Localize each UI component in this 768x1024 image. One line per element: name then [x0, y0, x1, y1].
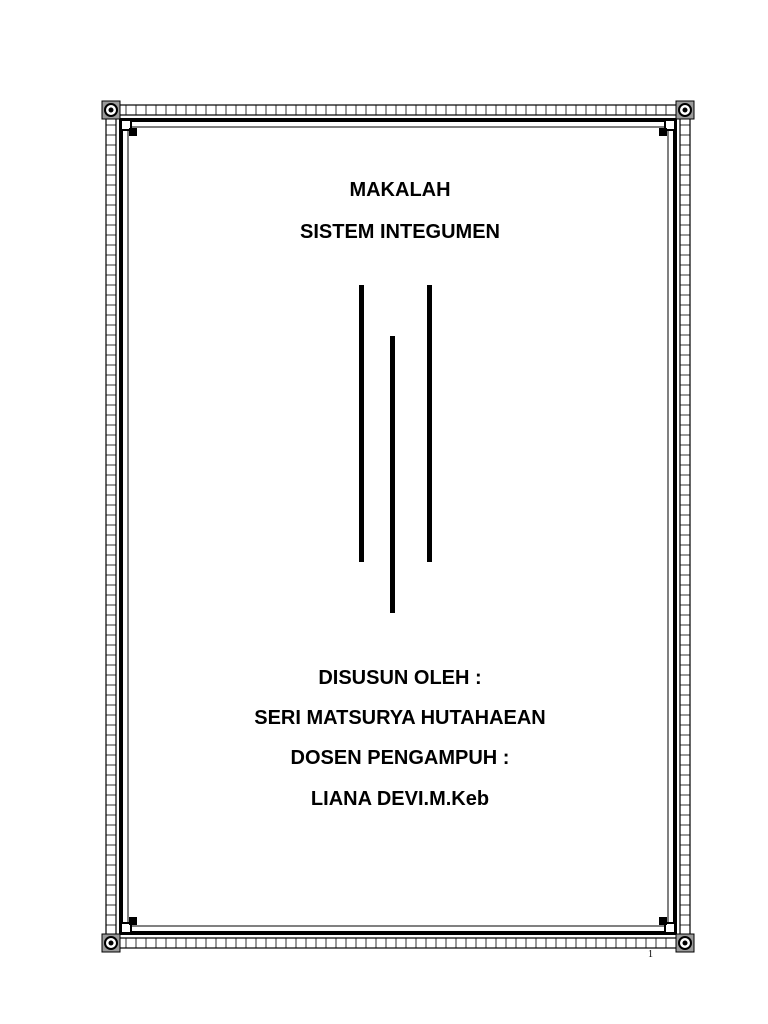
lecturer-label: DOSEN PENGAMPUH :: [290, 747, 510, 769]
corner-step-solid-bottom-right: [659, 917, 667, 925]
lecturer-name: LIANA DEVI.M.Keb: [310, 788, 490, 810]
decorative-vertical-line-right: [427, 285, 432, 562]
corner-knob-center-bottom-right: [683, 941, 688, 946]
corner-step-solid-bottom-left: [129, 917, 137, 925]
author-name: SERI MATSURYA HUTAHAEAN: [254, 707, 546, 729]
title-line-subject: SISTEM INTEGUMEN: [299, 221, 500, 243]
author-label: DISUSUN OLEH :: [318, 667, 482, 689]
decorative-vertical-line-middle: [390, 336, 395, 613]
corner-step-solid-top-right: [659, 128, 667, 136]
title-line-makalah: MAKALAH: [349, 179, 451, 201]
corner-step-solid-top-left: [129, 128, 137, 136]
corner-knob-center-bottom-left: [109, 941, 114, 946]
decorative-vertical-line-left: [359, 285, 364, 562]
page-number: 1: [648, 949, 653, 960]
corner-knob-center-top-left: [109, 108, 114, 113]
corner-knob-center-top-right: [683, 108, 688, 113]
